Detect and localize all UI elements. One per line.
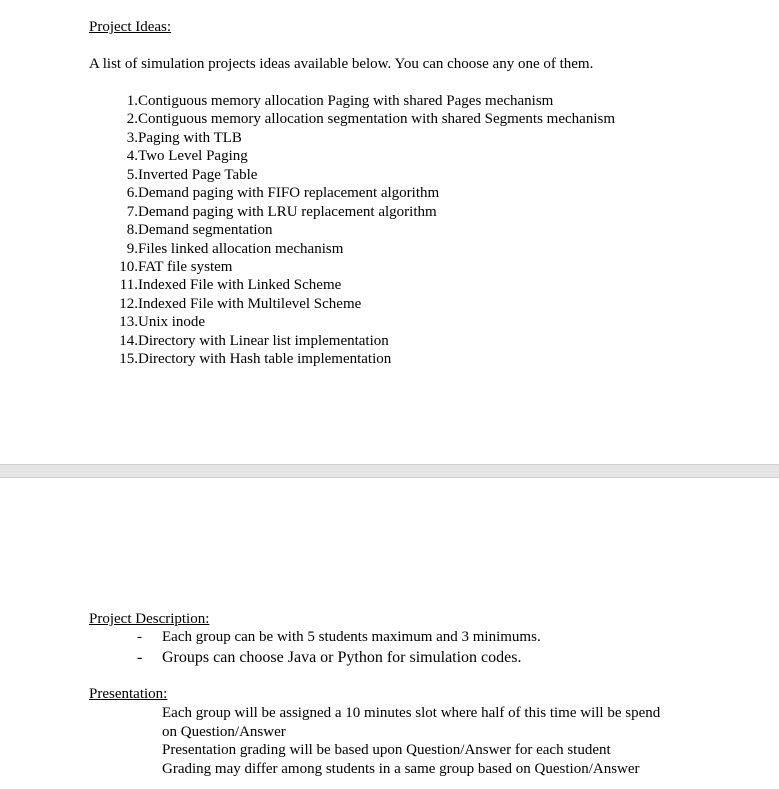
list-item-number: 4. (126, 148, 138, 165)
list-item (108, 295, 615, 313)
presentation-line: Grading may differ among students in a same group based on Question/Answer (162, 760, 640, 777)
list-item-number: 14. (119, 332, 138, 349)
list-item-text: FAT file system (138, 258, 233, 275)
document-page-2 (0, 478, 779, 789)
list-item-number: 13. (119, 314, 138, 331)
list-item (137, 647, 541, 669)
list-item (108, 313, 615, 331)
list-item-text: Directory with Hash table implementation (138, 351, 392, 368)
list-item-number: 8. (126, 222, 138, 239)
list-item-text: Inverted Page Table (138, 166, 258, 183)
list-item-number: 6. (126, 185, 138, 202)
list-item (108, 258, 615, 276)
list-item-text: Each group can be with 5 students maximum and 3 minimums. (162, 629, 541, 645)
list-item-text: Groups can choose Java or Python for simulation codes. (162, 649, 522, 666)
list-item-text: Two Level Paging (138, 148, 248, 165)
list-item-text: Indexed File with Linked Scheme (138, 277, 342, 294)
project-description-heading: Project Description: (89, 611, 210, 627)
presentation-line: on Question/Answer (162, 723, 286, 740)
list-item (108, 221, 615, 239)
bullet-dash: - (137, 629, 142, 645)
list-item (108, 147, 615, 165)
list-item (108, 92, 615, 110)
presentation-line: Presentation grading will be based upon Question/Answer for each student (162, 742, 611, 758)
list-item-text: Directory with Linear list implementation (138, 332, 389, 349)
project-description-list (137, 628, 541, 669)
list-item (108, 184, 615, 202)
presentation-heading: Presentation: (89, 686, 168, 702)
list-item-text: Contiguous memory allocation Paging with shared Pages mechanism (138, 93, 554, 109)
list-item-number: 10. (119, 258, 138, 275)
list-item-number: 11. (119, 277, 138, 294)
list-item-text: Demand paging with FIFO replacement algorithm (138, 185, 440, 202)
list-item-number: 15. (119, 351, 138, 368)
list-item (108, 276, 615, 294)
list-item-number: 7. (126, 203, 138, 220)
list-item (108, 110, 615, 128)
list-item (108, 332, 615, 350)
project-ideas-heading: Project Ideas: (89, 19, 172, 35)
presentation-line: Each group will be assigned a 10 minutes slot where half of this time will be spend (162, 705, 661, 721)
list-item-text: Demand paging with LRU replacement algorithm (138, 203, 437, 220)
list-item-text: Files linked allocation mechanism (138, 240, 344, 257)
list-item-number: 12. (119, 295, 138, 312)
list-item-text: Unix inode (138, 314, 206, 331)
list-item (108, 129, 615, 147)
list-item-text: Paging with TLB (138, 129, 242, 146)
list-item-number: 5. (126, 166, 138, 183)
bullet-dash: - (137, 649, 143, 666)
list-item-number: 3. (126, 129, 138, 146)
list-item-number: 9. (126, 240, 138, 257)
list-item-number: 1. (126, 93, 138, 109)
list-item (137, 628, 541, 647)
list-item-number: 2. (126, 111, 138, 128)
list-item-text: Demand segmentation (138, 222, 273, 239)
list-item-text: Contiguous memory allocation segmentation with shared Segments mechanism (138, 111, 615, 128)
list-item (108, 203, 615, 221)
page-separator (0, 464, 779, 478)
list-item (108, 240, 615, 258)
list-item (108, 166, 615, 184)
intro-paragraph: A list of simulation projects ideas available below. You can choose any one of them. (89, 56, 594, 72)
presentation-lines (162, 704, 660, 778)
list-item (108, 350, 615, 368)
project-ideas-list (108, 92, 615, 369)
list-item-text: Indexed File with Multilevel Scheme (138, 295, 362, 312)
